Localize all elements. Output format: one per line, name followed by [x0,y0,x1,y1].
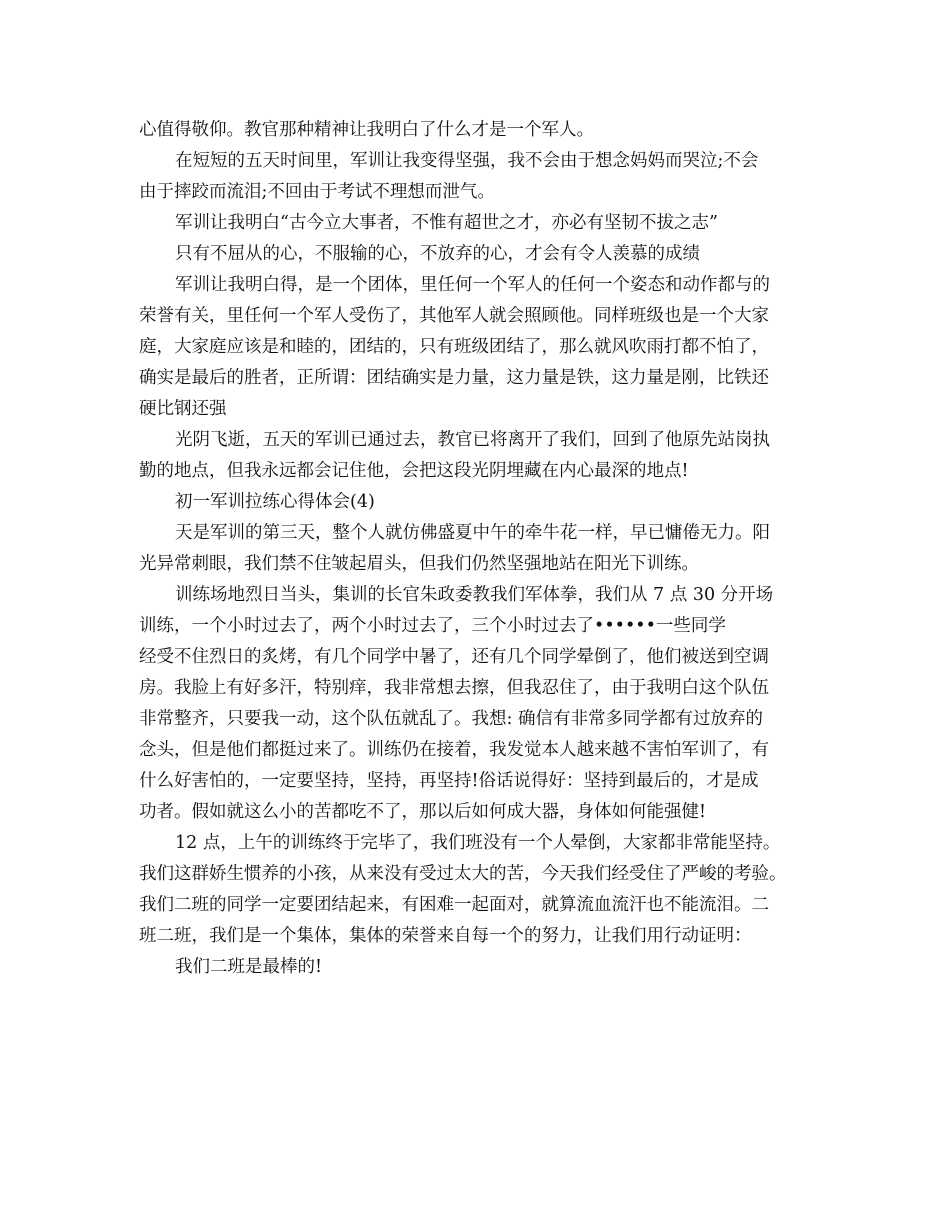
document-line: 念头，但是他们都挺过来了。训练仍在接着，我发觉本人越来越不害怕军训了，有 [139,740,769,760]
document-line: 确实是最后的胜者，正所谓：团结确实是力量，这力量是铁，这力量是刚，比铁还 [139,368,769,388]
document-line: 房。我脸上有好多汗，特别痒，我非常想去擦，但我忍住了，由于我明白这个队伍 [139,678,769,698]
document-line: 初一军训拉练心得体会(4) [175,492,375,512]
document-body [139,115,821,983]
document-line: 军训让我明白“古今立大事者，不惟有超世之才，亦必有坚韧不拔之志” [175,213,718,233]
document-line: 在短短的五天时间里，军训让我变得坚强，我不会由于想念妈妈而哭泣;不会 [175,151,759,171]
document-line: 训练场地烈日当头，集训的长官朱政委教我们军体拳，我们从 7 点 30 分开场 [175,585,774,605]
document-line: 只有不屈从的心，不服输的心，不放弃的心，才会有令人羡慕的成绩 [175,244,700,264]
document-line: 光异常刺眼，我们禁不住皱起眉头，但我们仍然坚强地站在阳光下训练。 [139,554,699,574]
document-line: 经受不住烈日的炙烤，有几个同学中暑了，还有几个同学晕倒了，他们被送到空调 [139,647,769,667]
document-line: 硬比钢还强 [139,399,227,419]
document-line: 我们二班是最棒的! [175,957,323,977]
document-line: 荣誉有关，里任何一个军人受伤了，其他军人就会照顾他。同样班级也是一个大家 [139,306,769,326]
document-line: 勤的地点，但我永远都会记住他，会把这段光阴埋藏在内心最深的地点! [139,461,689,481]
document-line: 军训让我明白得，是一个团体，里任何一个军人的任何一个姿态和动作都与的 [175,275,770,295]
document-line: 心值得敬仰。教官那种精神让我明白了什么才是一个军人。 [139,120,594,140]
document-line: 班二班，我们是一个集体，集体的荣誉来自每一个的努力，让我们用行动证明： [139,926,752,946]
document-line: 由于摔跤而流泪;不回由于考试不理想而泄气。 [139,182,495,202]
document-line: 12 点，上午的训练终于完毕了，我们班没有一个人晕倒，大家都非常能坚持。 [175,833,781,853]
document-line: 庭，大家庭应该是和睦的，团结的，只有班级团结了，那么就风吹雨打都不怕了， [139,337,769,357]
document-line: 非常整齐，只要我一动，这个队伍就乱了。我想: 确信有非常多同学都有过放弃的 [139,709,763,729]
document-line: 光阴飞逝，五天的军训已通过去，教官已将离开了我们，回到了他原先站岗执 [175,430,770,450]
document-line: 我们这群娇生惯养的小孩，从来没有受过太大的苦，今天我们经受住了严峻的考验。 [139,864,787,884]
document-line: 我们二班的同学一定要团结起来，有困难一起面对，就算流血流汗也不能流泪。二 [139,895,769,915]
document-line: 训练，一个小时过去了，两个小时过去了，三个小时过去了••••••一些同学 [139,616,726,636]
document-line: 功者。假如就这么小的苦都吃不了，那以后如何成大器，身体如何能强健! [139,802,707,822]
document-line: 什么好害怕的，一定要坚持，坚持，再坚持!俗话说得好：坚持到最后的，才是成 [139,771,759,791]
document-line: 天是军训的第三天，整个人就仿佛盛夏中午的牵牛花一样，早已慵倦无力。阳 [175,523,770,543]
